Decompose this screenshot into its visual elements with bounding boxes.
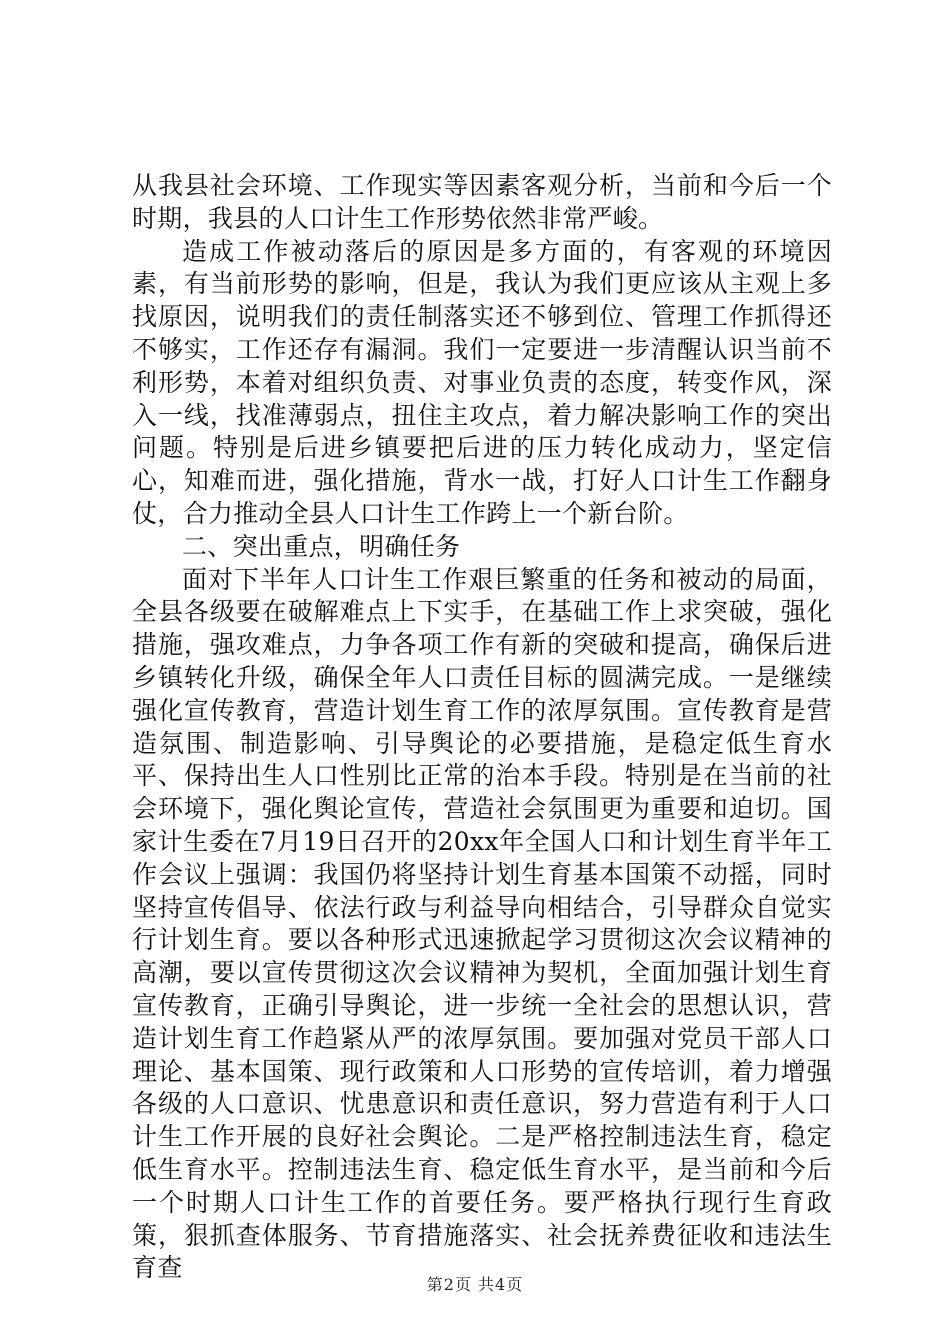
paragraph-causes: 造成工作被动落后的原因是多方面的，有客观的环境因素，有当前形势的影响，但是，我认为我们更应该从主观上多找原因，说明我们的责任制落实还不够到位、管理工作抓得还不够实，工作还存有漏洞。我们一定要进一步清醒认识当前不利形势，本着对组织负责、对事业负责的态度，转变作风，深入一线，找准薄弱点，扭住主攻点，着力解决影响工作的突出问题。特别是后进乡镇要把后进的压力转化成动力，坚定信心，知难而进，强化措施，背水一战，打好人口计生工作翻身仗，合力推动全县人口计生工作跨上一个新台阶。	[132, 236, 832, 528]
paragraph-continued: 从我县社会环境、工作现实等因素客观分析，当前和今后一个时期，我县的人口计生工作形势依然非常严峻。	[132, 171, 832, 233]
section-heading: 二、突出重点，明确任务	[182, 531, 461, 561]
page-footer: 第2页 共4页	[426, 1275, 524, 1294]
document-body	[132, 170, 832, 1285]
paragraph-tasks: 面对下半年人口计生工作艰巨繁重的任务和被动的局面，全县各级要在破解难点上下实手，在基础工作上求突破，强化措施，强攻难点，力争各项工作有新的突破和提高，确保后进乡镇转化升级，确保全年人口责任目标的圆满完成。一是继续强化宣传教育，营造计划生育工作的浓厚氛围。宣传教育是营造氛围、制造影响、引导舆论的必要措施，是稳定低生育水平、保持出生人口性别比正常的治本手段。特别是在当前的社会环境下，强化舆论宣传，营造社会氛围更为重要和迫切。国家计生委在7月19日召开的20xx年全国人口和计划生育半年工作会议上强调：我国仍将坚持计划生育基本国策不动摇，同时坚持宣传倡导、依法行政与利益导向相结合，引导群众自觉实行计划生育。要以各种形式迅速掀起学习贯彻这次会议精神的高潮，要以宣传贯彻这次会议精神为契机，全面加强计划生育宣传教育，正确引导舆论，进一步统一全社会的思想认识，营造计划生育工作趋紧从严的浓厚氛围。要加强对党员干部人口理论、基本国策、现行政策和人口形势的宣传培训，着力增强各级的人口意识、忧患意识和责任意识，努力营造有利于人口计生工作开展的良好社会舆论。二是严格控制违法生育，稳定低生育水平。控制违法生育、稳定低生育水平，是当前和今后一个时期人口计生工作的首要任务。要严格执行现行生育政策，狠抓查体服务、节育措施落实、社会抚养费征收和违法生育查	[132, 564, 832, 1283]
